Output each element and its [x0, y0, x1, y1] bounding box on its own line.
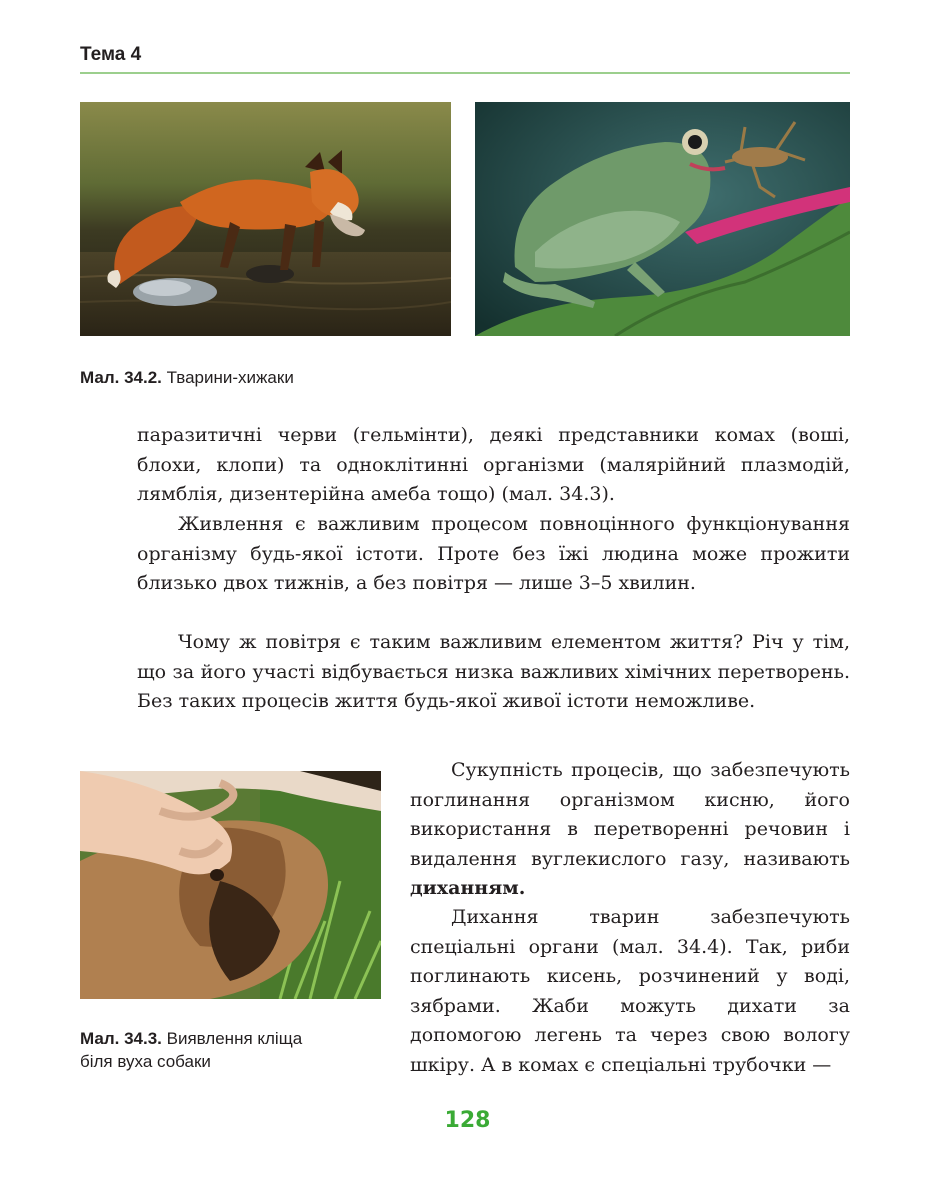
figure-caption-34-2: [80, 366, 294, 389]
paragraph-air-importance: Чому ж повітря є таким важливим елементом життя? Річ у тім, що за його участі відбувається низка важливих хімічних перетворень. Без таких процесів життя будь-якої живої істоти неможливе.: [137, 631, 850, 712]
figure-number-34-3: Мал. 34.3.: [80, 1029, 162, 1048]
paragraph-respiration-definition: [410, 756, 850, 904]
figure-caption-34-3: [80, 1027, 381, 1073]
respiration-term: диханням.: [410, 877, 526, 899]
frog-catching-grasshopper-photo: [475, 102, 850, 336]
tick-on-dog-ear-photo: [80, 771, 381, 999]
figure-caption-text-34-3-line1: Виявлення кліща: [166, 1029, 303, 1048]
header-divider: [80, 72, 850, 74]
paragraph-animal-respiration: Дихання тварин забезпечують спеціальні органи (мал. 34.4). Так, риби поглинають кисень, розчинений у воді, зябрами. Жаби можуть дихати за допомогою легень та через свою вологу шкіру. А в комах є спеціальні трубочки —: [410, 906, 850, 1076]
paragraph-nutrition: Живлення є важливим процесом повноцінного функціонування організму будь-якої істоти. Проте без їжі людина може прожити близько двох тижнів, а без повітря — лише 3–5 хвилин.: [137, 513, 850, 594]
topic-label: Тема 4: [80, 44, 142, 65]
respiration-definition-text: Сукупність процесів, що забезпечують поглинання організмом кисню, його використання в перетворенні речовин і видалення вуглекислого газу, називають: [410, 759, 850, 870]
paragraph-parasites: паразитичні черви (гельмінти), деякі представники комах (воші, блохи, клопи) та одноклітинні організми (малярійний плазмодій, лямблія, дизентерійна амеба тощо) (мал. 34.3).: [137, 424, 850, 505]
fox-catching-fish-photo: [80, 102, 451, 336]
figure-caption-text-34-2: Тварини-хижаки: [166, 368, 294, 387]
page-number: 128: [444, 1108, 491, 1133]
figure-caption-text-34-3-line2: біля вуха собаки: [80, 1052, 211, 1071]
figure-number-34-2: Мал. 34.2.: [80, 368, 162, 387]
